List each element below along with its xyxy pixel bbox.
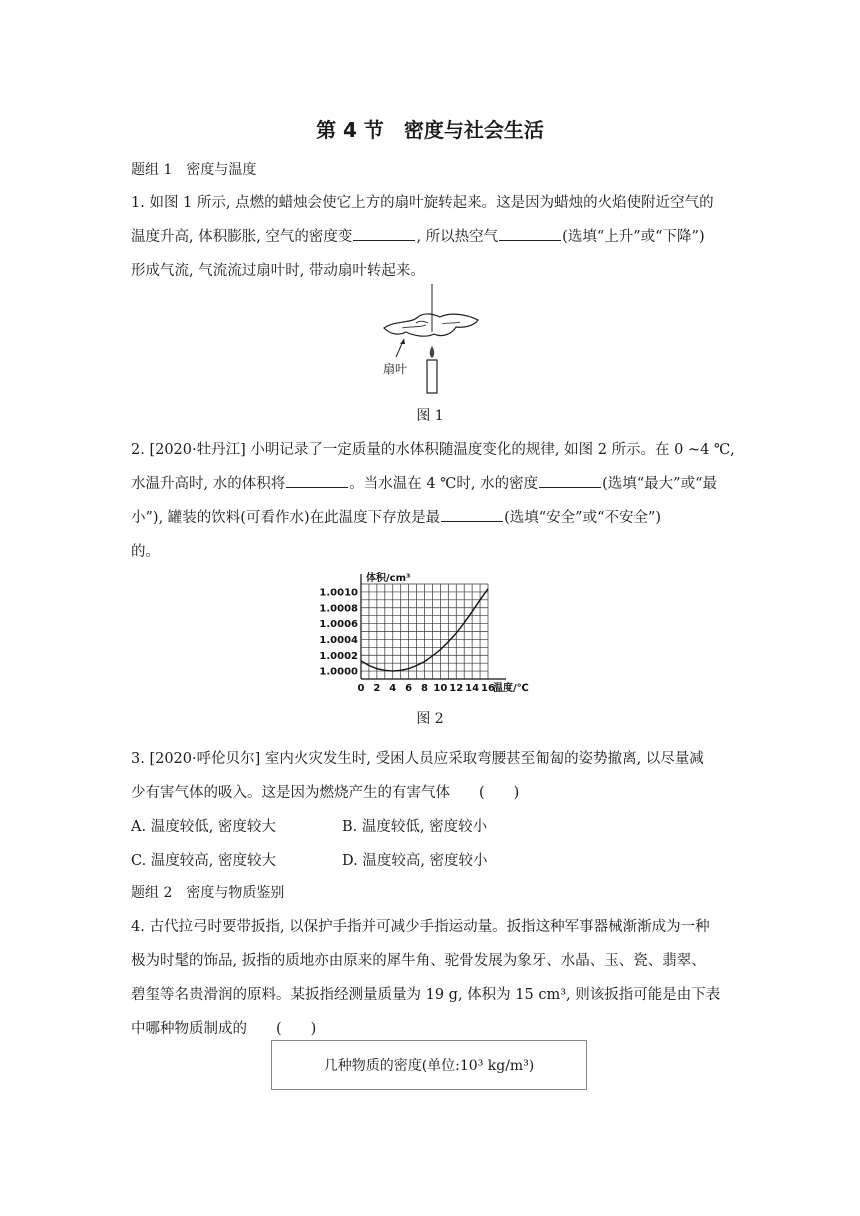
y-axis-label: 体积/cm³ [366,573,411,584]
y-tick-label: 1.0008 [319,603,358,615]
q1-text-a: 温度升高, 体积膨胀, 空气的密度变 [131,229,353,245]
q1-line-1: 1. 如图 1 所示, 点燃的蜡烛会使它上方的扇叶旋转起来。这是因为蜡烛的火焰使附近空气的 [131,195,714,211]
answer-blank[interactable] [539,475,601,488]
x-tick-label: 12 [449,683,464,694]
q3-option-b[interactable]: B. 温度较低, 密度较小 [342,819,488,835]
page-title: 第 4 节 密度与社会生活 [316,118,544,142]
q1-line-2 [131,225,731,246]
x-axis-label: 温度/℃ [493,683,529,694]
q2-text-e: (选填“安全”或“不安全”) [504,510,662,526]
x-tick-label: 10 [433,683,448,694]
group-1-heading: 题组 1 密度与温度 [131,162,257,178]
x-tick-label: 8 [421,683,428,694]
q2-text-a: 水温升高时, 水的体积将 [131,476,286,492]
q3-line-2: 少有害气体的吸入。这是因为燃烧产生的有害气体 ( ) [131,785,520,801]
y-tick-label: 1.0010 [319,587,358,599]
q2-line-2 [131,472,731,493]
volume-temperature-chart [318,570,548,698]
q3-option-a[interactable]: A. 温度较低, 密度较大 [131,819,276,835]
density-table-caption: 几种物质的密度(单位:10³ kg/m³) [323,1058,535,1074]
answer-blank[interactable] [353,228,415,241]
fan-blade-label: 扇叶 [383,362,408,376]
q3-option-d[interactable]: D. 温度较高, 密度较小 [342,853,488,869]
y-tick-label: 1.0002 [319,650,358,662]
answer-blank[interactable] [499,228,561,241]
q4-line-1: 4. 古代拉弓时要带扳指, 以保护手指并可减少手指运动量。扳指这种军事器械渐渐成为一种 [131,919,710,935]
figure-1-caption: 图 1 [416,408,444,424]
answer-blank[interactable] [441,509,503,522]
q2-text-b: 。当水温在 4 ℃时, 水的密度 [349,476,539,492]
q4-line-3: 碧玺等名贵滑润的原料。某扳指经测量质量为 19 g, 体积为 15 cm³, 则该扳指可能是由下表 [131,987,721,1003]
q2-text-c: (选填“最大”或“最 [602,476,718,492]
answer-blank[interactable] [286,475,348,488]
q1-text-c: (选填“上升”或“下降”) [562,229,705,245]
y-tick-label: 1.0004 [319,634,358,646]
x-tick-label: 6 [405,683,413,694]
q4-line-2: 极为时髦的饰品, 扳指的质地亦由原来的犀牛角、驼骨发展为象牙、水晶、玉、瓷、翡翠、 [131,953,706,969]
y-tick-label: 1.0006 [319,619,358,631]
q4-line-4: 中哪种物质制成的 ( ) [131,1021,317,1037]
fan-candle-figure [376,284,486,396]
q3-option-c[interactable]: C. 温度较高, 密度较大 [131,853,277,869]
x-tick-label: 16 [481,683,495,694]
q2-line-1: 2. [2020·牡丹江] 小明记录了一定质量的水体积随温度变化的规律, 如图 2 所示。在 0 ~4 ℃, [131,442,735,458]
y-tick-label: 1.0000 [319,666,358,678]
q2-line-4: 的。 [131,544,160,560]
x-tick-label: 4 [389,683,397,694]
q2-line-3 [131,506,731,527]
x-tick-label: 0 [357,683,365,694]
q3-line-1: 3. [2020·呼伦贝尔] 室内火灾发生时, 受困人员应采取弯腰甚至匍匐的姿势撤离, 以尽量减 [131,751,704,767]
q1-text-b: , 所以热空气 [416,229,499,245]
figure-2-caption: 图 2 [416,711,444,727]
q2-text-d: 小”), 罐装的饮料(可看作水)在此温度下存放是最 [131,510,441,526]
q1-line-3: 形成气流, 气流流过扇叶时, 带动扇叶转起来。 [131,263,425,279]
group-2-heading: 题组 2 密度与物质鉴别 [131,885,285,901]
x-tick-label: 14 [465,683,480,694]
x-tick-label: 2 [373,683,381,694]
density-table-header [271,1040,587,1090]
